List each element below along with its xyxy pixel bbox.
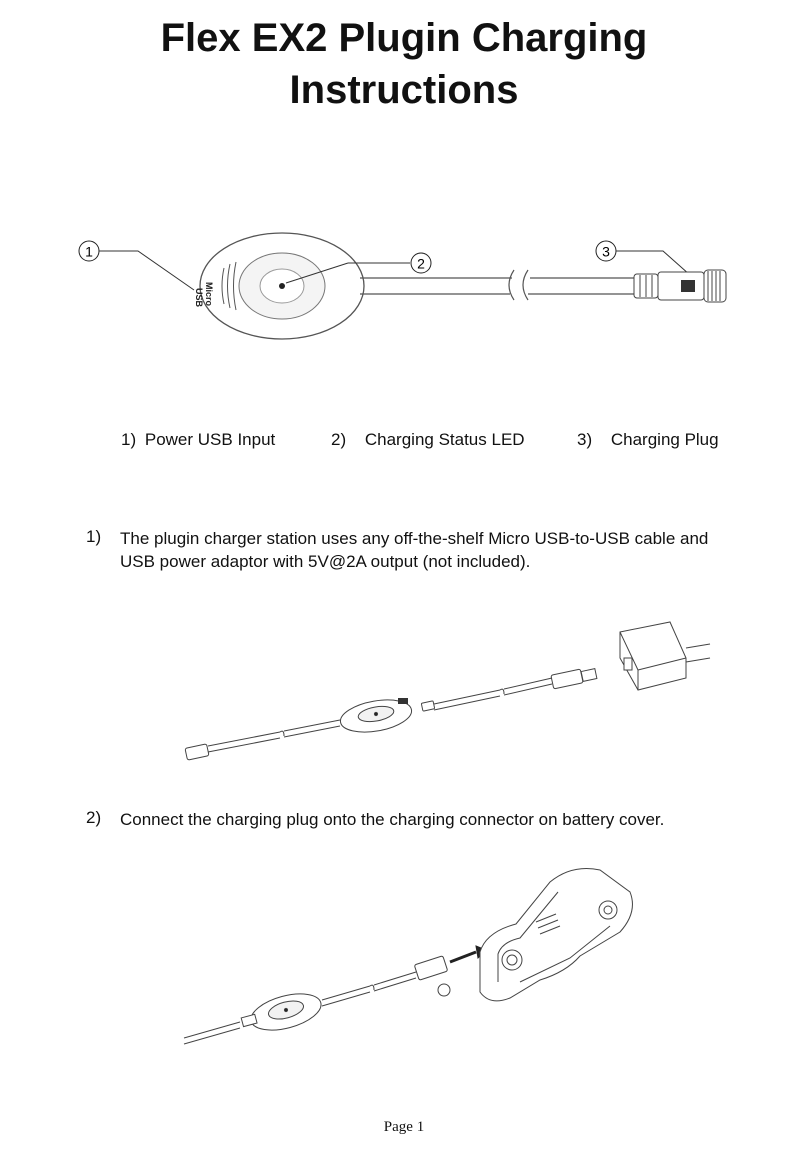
legend-item-2-number: 2) bbox=[331, 430, 347, 449]
callout-2-number: 2 bbox=[417, 255, 425, 272]
legend-item-1-label: Power USB Input bbox=[144, 430, 276, 449]
micro-usb-label-line-1: Micro bbox=[204, 282, 214, 307]
page-title-line-1: Flex EX2 Plugin Charging bbox=[160, 16, 648, 60]
step-2-number: 2) bbox=[86, 808, 102, 827]
legend-item-2-label: Charging Status LED bbox=[364, 430, 525, 449]
charging-plug bbox=[634, 270, 726, 302]
callout-3-number: 3 bbox=[602, 243, 610, 260]
callout-3 bbox=[596, 241, 690, 275]
page-title-line-2: Instructions bbox=[289, 68, 519, 112]
charger-base bbox=[194, 233, 364, 339]
battery-cover-illustration bbox=[180, 862, 640, 1052]
legend-item-1-number: 1) bbox=[121, 430, 137, 449]
legend-item-3-number: 3) bbox=[577, 430, 593, 449]
legend-item-3 bbox=[577, 430, 719, 450]
step-1-number: 1) bbox=[86, 527, 102, 546]
charger-diagram bbox=[60, 220, 760, 360]
legend-item-3-label: Charging Plug bbox=[610, 430, 719, 449]
step-2-text: Connect the charging plug onto the charging connector on battery cover. bbox=[120, 810, 665, 829]
legend-item-2 bbox=[331, 430, 525, 450]
callout-1-number: 1 bbox=[85, 243, 93, 260]
callout-1 bbox=[79, 241, 194, 290]
charger-cable bbox=[360, 270, 634, 300]
usb-adapter-illustration bbox=[180, 618, 720, 768]
page-number: Page 1 bbox=[383, 1119, 425, 1135]
status-led bbox=[279, 283, 285, 289]
legend-item-1 bbox=[121, 430, 275, 450]
micro-usb-label-line-2: USB bbox=[194, 288, 204, 308]
step-1-text: The plugin charger station uses any off-the-shelf Micro USB-to-USB cable and USB power adaptor with 5V@2A output (not included). bbox=[120, 529, 709, 571]
